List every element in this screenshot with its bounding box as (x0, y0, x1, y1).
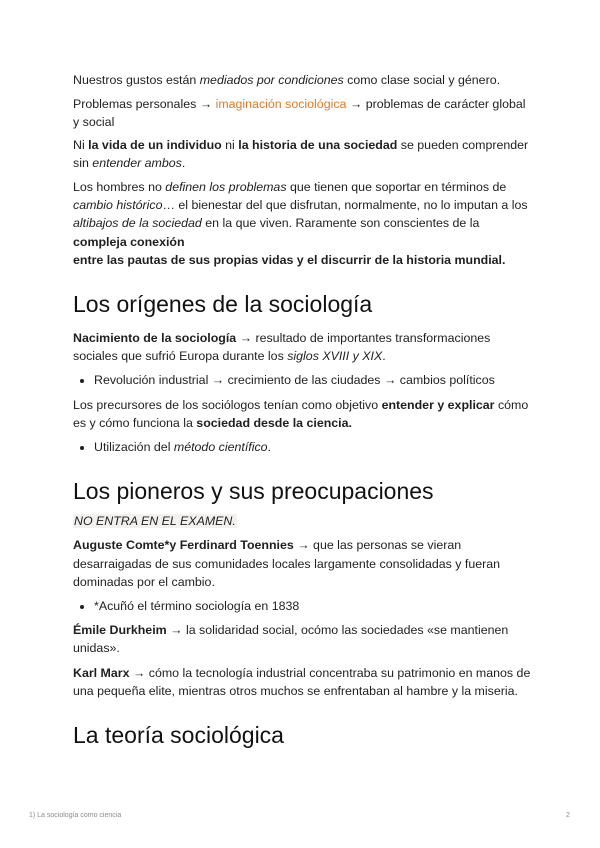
text: cómo es y cómo funciona la (73, 397, 529, 430)
emphasis: cambio histórico (73, 198, 163, 213)
text: Problemas personales → (73, 97, 216, 112)
paragraph-men-problems (73, 178, 533, 269)
footer-title: 1) La sociología como ciencia (29, 812, 122, 819)
text: . (181, 155, 186, 170)
text: Los precursores de los sociólogos tenían como objetivo (73, 397, 382, 412)
bold-text: sociedad desde la ciencia. (196, 415, 352, 430)
bold-text: compleja conexión (73, 234, 185, 249)
text: que las personas se vieran desarraigadas de sus comunidades locales largamente consolidadas y fueran dominadas por el cambio. (73, 538, 501, 589)
bold-text: Nacimiento de la sociología (73, 331, 237, 346)
text: en la que viven. Raramente son conscientes de la (201, 216, 480, 231)
text: se pueden comprender sin (73, 137, 529, 170)
bold-text: entre las pautas de sus propias vidas y el discurrir de la historia mundial. (73, 252, 506, 267)
list-item: • Revolución industrial → crecimiento de las ciudades → cambios políticos (94, 371, 533, 389)
paragraph-personal-problems (73, 95, 533, 131)
bullet-list (73, 438, 533, 456)
text: que tienen que soportar en términos de (286, 180, 507, 195)
heading-pioneers: Los pioneros y sus preocupaciones (73, 478, 434, 505)
emphasis: entender ambos (92, 155, 182, 170)
emphasis: mediados por condiciones (199, 73, 344, 87)
exam-note (73, 512, 533, 530)
emphasis: definen los problemas (165, 180, 287, 195)
text: la solidaridad social, o (185, 623, 308, 638)
page-number: 2 (566, 812, 570, 819)
text: como clase social y género. (343, 73, 501, 87)
text: Ni (73, 137, 89, 152)
emphasis: método científico (173, 440, 268, 455)
paragraph-individual-history (73, 136, 533, 172)
text: . (267, 440, 272, 455)
text: Nuestros gustos están (73, 73, 200, 87)
text: → resultado de importantes transformaciones sociales que sufrió Europa durante los (73, 331, 491, 364)
bold-text: la vida de un individuo (88, 137, 222, 152)
text: Utilización del (94, 440, 174, 455)
bold-text: Karl Marx → (73, 665, 146, 680)
heading-theory: La teoría sociológica (73, 722, 284, 749)
list-item: • *Acuñó el término sociología en 1838 (94, 597, 533, 615)
bullet-list (73, 597, 533, 615)
paragraph-birth-sociology (73, 329, 533, 365)
emphasis: siglos XVIII y XIX (287, 349, 383, 364)
emphasis: altibajos de la sociedad (73, 216, 202, 231)
paragraph-durkheim (73, 621, 533, 657)
bullet-list (73, 371, 533, 389)
list-item (94, 438, 533, 456)
text: Los hombres no (73, 180, 166, 195)
text: … el bienestar del que disfrutan, normalmente, no lo imputan a los (162, 198, 528, 213)
text: → problemas de carácter global y social (73, 97, 526, 130)
paragraph-comte (73, 536, 533, 591)
bold-text: la historia de una sociedad (238, 137, 398, 152)
document-body (73, 71, 533, 750)
highlighted-note: NO ENTRA EN EL EXAMEN. (74, 514, 236, 529)
text: . (382, 349, 386, 364)
text: cómo las sociedades «se mantienen unidas». (73, 623, 509, 656)
paragraph-tastes (73, 71, 533, 89)
paragraph-marx (73, 664, 533, 700)
text: ni (221, 137, 239, 152)
bold-text: Auguste Comte*y Ferdinard Toennies → (73, 538, 310, 553)
paragraph-precursors (73, 396, 533, 432)
text: cómo la tecnología industrial concentraba su patrimonio en manos de una pequeña elite, mientras otros muchos se enfrentaban al hambre y la miseria. (73, 665, 531, 698)
highlight-sociological-imagination: imaginación sociológica (215, 97, 347, 112)
bold-text: Émile Durkheim → (73, 623, 186, 638)
heading-origins: Los orígenes de la sociología (73, 291, 373, 318)
bold-text: entender y explicar (381, 397, 495, 412)
